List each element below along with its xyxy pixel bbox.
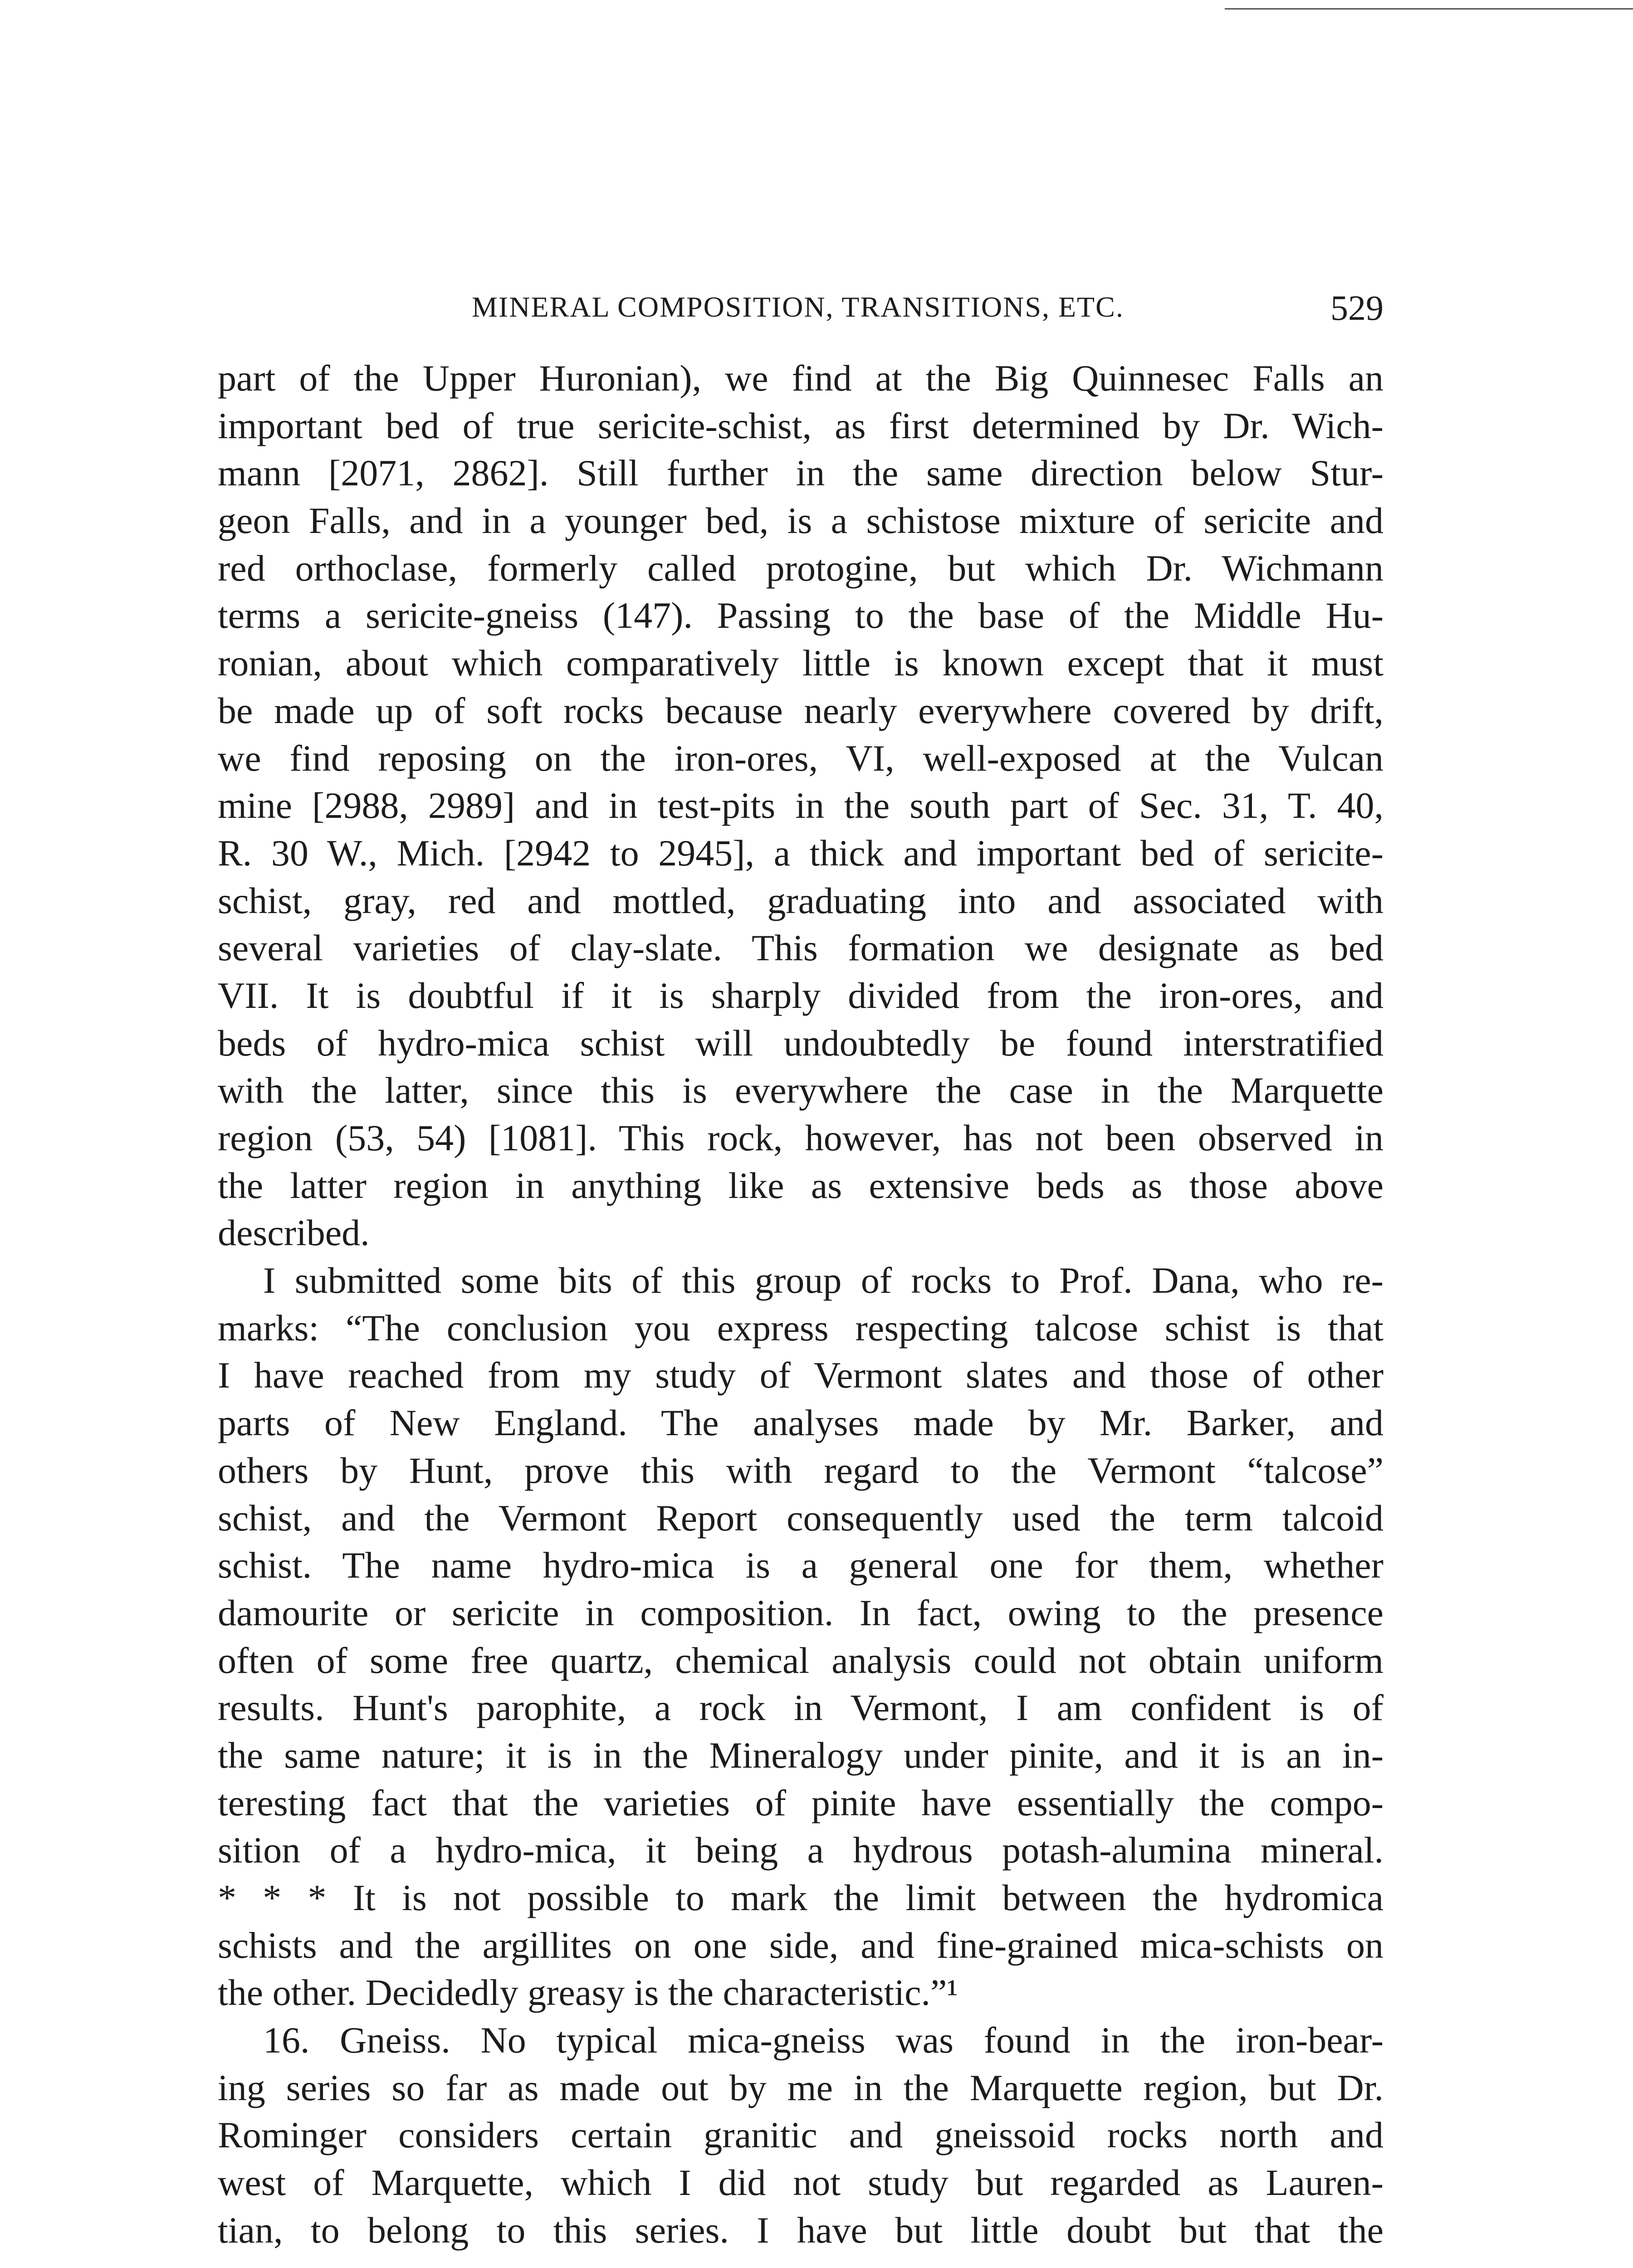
text-line: schists and the argillites on one side, and fine-grained mica-schists on [218,1924,1384,1966]
text-line: important bed of true sericite-schist, as first determined by Dr. Wich- [218,405,1384,446]
text-line: red orthoclase, formerly called protogine, but which Dr. Wichmann [218,547,1384,589]
text-line: the latter region in anything like as extensive beds as those above [218,1164,1384,1206]
text-line: teresting fact that the varieties of pinite have essentially the compo- [218,1782,1384,1823]
top-edge-rule [1225,8,1633,10]
text-line: marks: “The conclusion you express respecting talcose schist is that [218,1307,1384,1349]
text-line: be made up of soft rocks because nearly everywhere covered by drift, [218,689,1384,731]
text-line: schist, and the Vermont Report consequently used the term talcoid [218,1497,1384,1539]
text-line: I have reached from my study of Vermont slates and those of other [218,1354,1384,1396]
text-line: sition of a hydro-mica, it being a hydrous potash-alumina mineral. [218,1829,1384,1871]
text-line: 16. Gneiss. No typical mica-gneiss was found in the iron-bear- [263,2019,1384,2061]
text-line: region (53, 54) [1081]. This rock, however, has not been observed in [218,1117,1384,1158]
text-line: damourite or sericite in composition. In fact, owing to the presence [218,1592,1384,1633]
text-line: part of the Upper Huronian), we find at the Big Quinnesec Falls an [218,357,1384,399]
text-line: described. [218,1212,370,1254]
text-line: several varieties of clay-slate. This formation we designate as bed [218,927,1384,969]
text-line: I submitted some bits of this group of rocks to Prof. Dana, who re- [263,1260,1384,1301]
page-number: 529 [1330,288,1384,327]
text-line: parts of New England. The analyses made by Mr. Barker, and [218,1402,1384,1444]
text-line: * * * It is not possible to mark the limit between the hydromica [218,1877,1384,1918]
text-line: schist, gray, red and mottled, graduating into and associated with [218,880,1384,921]
text-line: beds of hydro-mica schist will undoubtedly be found interstratified [218,1022,1384,1064]
running-title: MINERAL COMPOSITION, TRANSITIONS, ETC. [472,291,1124,323]
text-line: we find reposing on the iron-ores, VI, well-exposed at the Vulcan [218,737,1384,779]
running-head [218,290,1384,331]
text-line: results. Hunt's parophite, a rock in Vermont, I am confident is of [218,1687,1384,1729]
text-line: mine [2988, 2989] and in test-pits in the south part of Sec. 31, T. 40, [218,785,1384,826]
text-line: mann [2071, 2862]. Still further in the same direction below Stur- [218,452,1384,494]
text-line: R. 30 W., Mich. [2942 to 2945], a thick and important bed of sericite- [218,832,1384,874]
text-line: the other. Decidedly greasy is the characteristic.”¹ [218,1972,958,2014]
text-line: west of Marquette, which I did not study but regarded as Lauren- [218,2162,1384,2204]
body-text [218,355,1384,2254]
text-line: tian, to belong to this series. I have but little doubt but that the [218,2209,1384,2251]
text-line: schist. The name hydro-mica is a general one for them, whether [218,1545,1384,1586]
text-line: ronian, about which comparatively little is known except that it must [218,642,1384,684]
text-line: often of some free quartz, chemical analysis could not obtain uniform [218,1639,1384,1681]
text-line: VII. It is doubtful if it is sharply divided from the iron-ores, and [218,974,1384,1016]
text-line: terms a sericite-gneiss (147). Passing to the base of the Middle Hu- [218,595,1384,636]
text-line: ing series so far as made out by me in the Marquette region, but Dr. [218,2067,1384,2108]
text-line: others by Hunt, prove this with regard to the Vermont “talcose” [218,1449,1384,1491]
text-line: with the latter, since this is everywhere the case in the Marquette [218,1070,1384,1111]
text-line: Rominger considers certain granitic and gneissoid rocks north and [218,2114,1384,2156]
text-line: geon Falls, and in a younger bed, is a schistose mixture of sericite and [218,500,1384,542]
text-line: the same nature; it is in the Mineralogy under pinite, and it is an in- [218,1734,1384,1776]
